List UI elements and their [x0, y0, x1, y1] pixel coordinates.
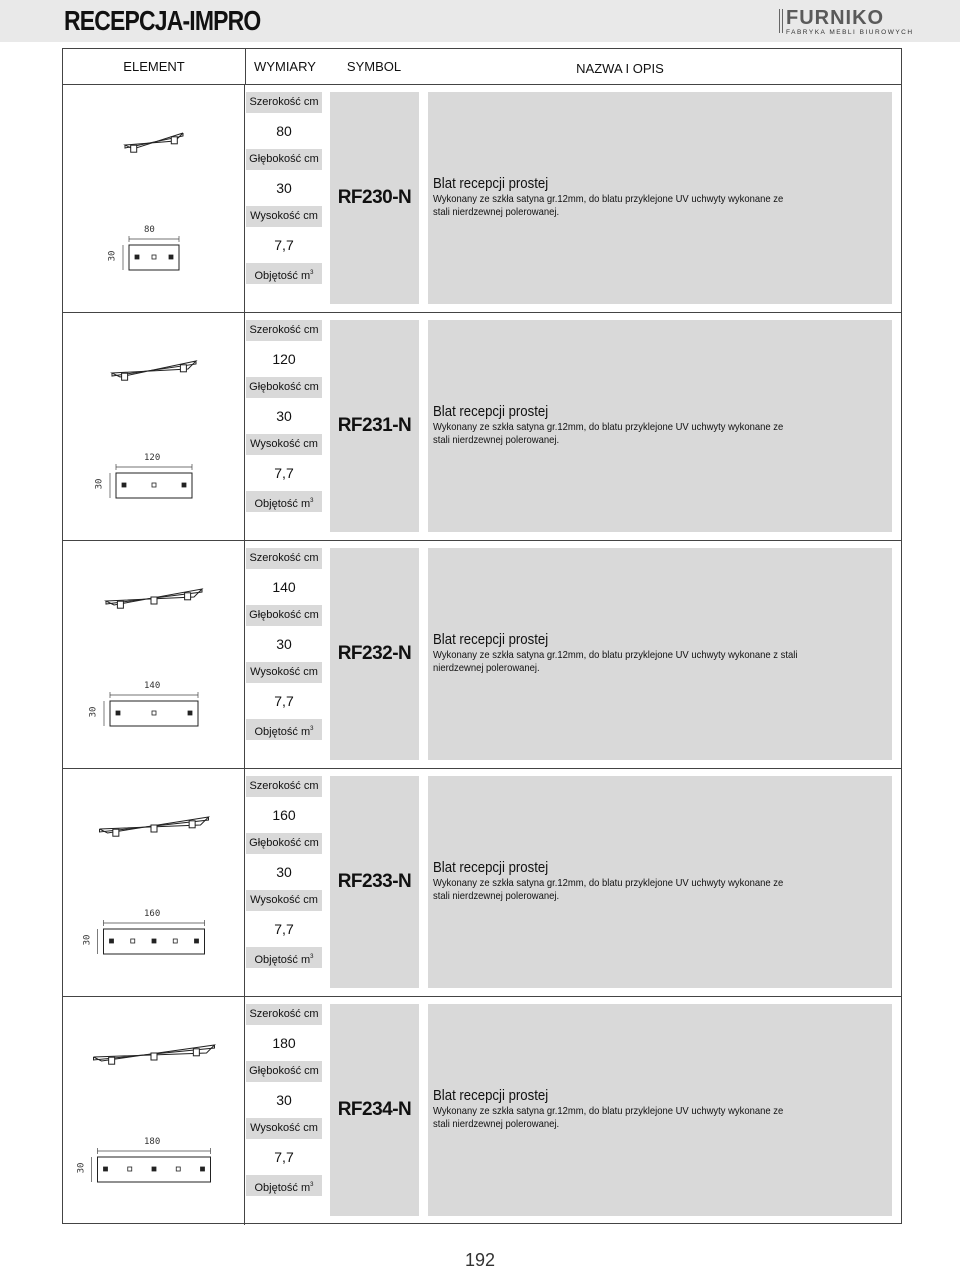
volume-label	[246, 491, 322, 512]
height-label	[246, 1118, 322, 1139]
height-value-text: 7,7	[274, 693, 294, 709]
depth-label-text: Głębokość cm	[249, 381, 319, 393]
drawing-width-label: 180	[144, 1137, 161, 1147]
drawing-depth-label: 30	[81, 934, 92, 946]
product-symbol: RF230-N	[330, 92, 419, 304]
drawing-width-label: 120	[144, 453, 161, 463]
dimensions-cell	[246, 320, 322, 532]
width-label	[246, 1004, 322, 1025]
product-name: Blat recepcji prostej	[433, 859, 549, 876]
width-value	[246, 569, 322, 605]
product-name: Blat recepcji prostej	[433, 631, 549, 648]
width-label-text: Szerokość cm	[249, 96, 319, 108]
technical-drawing-icon	[63, 997, 245, 1225]
page-number: 192	[464, 1250, 496, 1270]
depth-label	[246, 1061, 322, 1082]
element-drawing	[63, 541, 245, 768]
depth-label-text: Głębokość cm	[249, 837, 319, 849]
width-value-text: 160	[272, 807, 296, 823]
volume-label-text: Objętość m	[254, 1182, 311, 1194]
dimensions-cell	[246, 92, 322, 304]
height-value	[246, 455, 322, 491]
product-symbol: RF231-N	[330, 320, 419, 532]
element-drawing	[63, 997, 245, 1225]
depth-value	[246, 1082, 322, 1118]
height-label	[246, 662, 322, 683]
drawing-depth-label: 30	[88, 706, 99, 718]
height-value	[246, 227, 322, 263]
volume-label-text: Objętość m	[254, 498, 311, 510]
volume-unit-superscript: 3	[310, 954, 314, 960]
width-label	[246, 320, 322, 341]
width-value-text: 80	[276, 123, 292, 139]
depth-value	[246, 170, 322, 206]
technical-drawing-icon	[63, 85, 245, 313]
col-name: NAZWA I OPIS	[576, 61, 664, 76]
width-label	[246, 548, 322, 569]
table-header	[63, 49, 901, 85]
table-row	[63, 997, 901, 1225]
product-symbol: RF232-N	[330, 548, 419, 760]
dimensions-cell	[246, 1004, 322, 1216]
height-label-text: Wysokość cm	[250, 894, 318, 906]
depth-value-text: 30	[276, 636, 292, 652]
width-value	[246, 1025, 322, 1061]
element-drawing	[63, 85, 245, 312]
width-value-text: 120	[272, 351, 296, 367]
depth-label-text: Głębokość cm	[249, 609, 319, 621]
width-value-text: 180	[272, 1035, 296, 1051]
depth-value	[246, 398, 322, 434]
table-row	[63, 769, 901, 997]
drawing-depth-label: 30	[75, 1162, 86, 1174]
depth-value-text: 30	[276, 408, 292, 424]
product-name: Blat recepcji prostej	[433, 1087, 549, 1104]
table-row	[63, 313, 901, 541]
dimensions-cell	[246, 548, 322, 760]
product-name: Blat recepcji prostej	[433, 175, 549, 192]
product-description-cell	[428, 548, 892, 760]
depth-value-text: 30	[276, 864, 292, 880]
drawing-width-label: 80	[144, 225, 155, 235]
depth-label-text: Głębokość cm	[249, 153, 319, 165]
drawing-width-label: 160	[144, 909, 161, 919]
height-value-text: 7,7	[274, 465, 294, 481]
product-symbol: RF234-N	[330, 1004, 419, 1216]
depth-label	[246, 605, 322, 626]
product-description: Wykonany ze szkła satyna gr.12mm, do blatu przyklejone UV uchwyty wykonane ze stali nierdzewnej polerowanej.	[433, 877, 784, 902]
volume-unit-superscript: 3	[310, 270, 314, 276]
width-label	[246, 776, 322, 797]
drawing-depth-label: 30	[107, 250, 118, 262]
col-symbol: SYMBOL	[346, 59, 402, 74]
volume-label	[246, 263, 322, 284]
height-label	[246, 206, 322, 227]
product-description-cell	[428, 92, 892, 304]
width-label-text: Szerokość cm	[249, 324, 319, 336]
logo-word: FURNIKO	[786, 7, 885, 29]
width-value	[246, 113, 322, 149]
logo-mark-icon	[779, 9, 783, 33]
drawing-depth-label: 30	[94, 478, 105, 490]
depth-value-text: 30	[276, 1092, 292, 1108]
volume-unit-superscript: 3	[310, 498, 314, 504]
product-description-cell	[428, 776, 892, 988]
height-value-text: 7,7	[274, 1149, 294, 1165]
element-drawing	[63, 313, 245, 540]
depth-label	[246, 377, 322, 398]
volume-label-text: Objętość m	[254, 726, 311, 738]
product-description: Wykonany ze szkła satyna gr.12mm, do blatu przyklejone UV uchwyty wykonane ze stali nierdzewnej polerowanej.	[433, 193, 784, 218]
height-label-text: Wysokość cm	[250, 210, 318, 222]
height-value	[246, 1139, 322, 1175]
col-element: ELEMENT	[123, 59, 185, 74]
technical-drawing-icon	[63, 769, 245, 997]
product-description: Wykonany ze szkła satyna gr.12mm, do blatu przyklejone UV uchwyty wykonane z stali nierdzewnej polerowanej.	[433, 649, 798, 674]
product-description-cell	[428, 1004, 892, 1216]
table-row	[63, 541, 901, 769]
depth-value	[246, 626, 322, 662]
width-label-text: Szerokość cm	[249, 1008, 319, 1020]
height-value	[246, 683, 322, 719]
width-value-text: 140	[272, 579, 296, 595]
dimensions-cell	[246, 776, 322, 988]
volume-label-text: Objętość m	[254, 270, 311, 282]
width-label-text: Szerokość cm	[249, 780, 319, 792]
width-value	[246, 797, 322, 833]
volume-label	[246, 947, 322, 968]
product-symbol: RF233-N	[330, 776, 419, 988]
height-label	[246, 434, 322, 455]
height-value-text: 7,7	[274, 237, 294, 253]
depth-label-text: Głębokość cm	[249, 1065, 319, 1077]
drawing-width-label: 140	[144, 681, 161, 691]
width-label	[246, 92, 322, 113]
height-label	[246, 890, 322, 911]
depth-value	[246, 854, 322, 890]
product-description-cell	[428, 320, 892, 532]
width-label-text: Szerokość cm	[249, 552, 319, 564]
height-label-text: Wysokość cm	[250, 666, 318, 678]
height-value	[246, 911, 322, 947]
furniko-logo	[782, 7, 914, 37]
width-value	[246, 341, 322, 377]
volume-label	[246, 719, 322, 740]
depth-value-text: 30	[276, 180, 292, 196]
product-table	[62, 48, 902, 1224]
technical-drawing-icon	[63, 313, 245, 541]
logo-tagline: FABRYKA MEBLI BIUROWYCH	[786, 29, 914, 36]
col-dimensions: WYMIARY	[254, 59, 316, 74]
product-name: Blat recepcji prostej	[433, 403, 549, 420]
height-label-text: Wysokość cm	[250, 1122, 318, 1134]
technical-drawing-icon	[63, 541, 245, 769]
height-label-text: Wysokość cm	[250, 438, 318, 450]
product-description: Wykonany ze szkła satyna gr.12mm, do blatu przyklejone UV uchwyty wykonane ze stali nierdzewnej polerowanej.	[433, 1105, 784, 1130]
volume-unit-superscript: 3	[310, 726, 314, 732]
product-description: Wykonany ze szkła satyna gr.12mm, do blatu przyklejone UV uchwyty wykonane ze stali nierdzewnej polerowanej.	[433, 421, 784, 446]
table-row	[63, 85, 901, 313]
depth-label	[246, 149, 322, 170]
element-drawing	[63, 769, 245, 996]
volume-unit-superscript: 3	[310, 1182, 314, 1188]
volume-label-text: Objętość m	[254, 954, 311, 966]
volume-label	[246, 1175, 322, 1196]
height-value-text: 7,7	[274, 921, 294, 937]
page-title: RECEPCJA-IMPRO	[64, 5, 261, 36]
depth-label	[246, 833, 322, 854]
